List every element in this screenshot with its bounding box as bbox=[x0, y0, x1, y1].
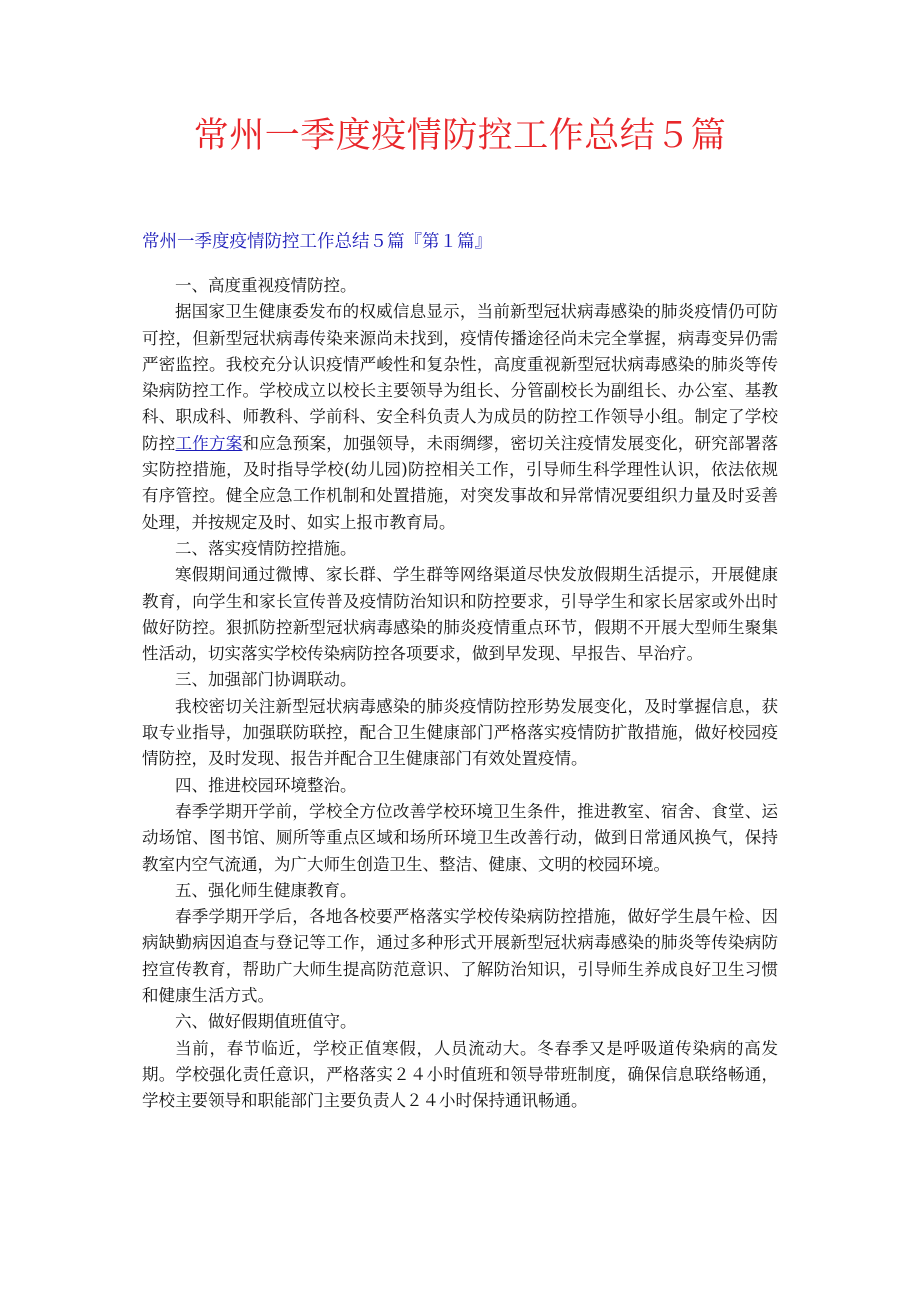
document-title: 常州一季度疫情防控工作总结５篇 bbox=[193, 116, 727, 156]
paragraph-1-text-a: 据国家卫生健康委发布的权威信息显示，当前新型冠状病毒感染的肺炎疫情仍可防可控，但新型冠状病毒传染来源尚未找到，疫情传播途径尚未完全掌握，病毒变异仍需严密监控。我校充分认识疫情严峻性和复杂性，高度重视新型冠状病毒感染的肺炎等传染病防控工作。学校成立以校长主要领导为组长、分管副校长为副组长、办公室、基教科、职成科、师教科、学前科、安全科负责人为成员的防控工作领导小组。制定了学校防控 bbox=[142, 302, 778, 453]
heading-1: 一、高度重视疫情防控。 bbox=[175, 276, 357, 295]
heading-6: 六、做好假期值班值守。 bbox=[175, 1012, 357, 1032]
paragraph-6: 当前，春节临近，学校正值寒假，人员流动大。冬春季又是呼吸道传染病的高发期。学校强化责任意识，严格落实２４小时值班和领导带班制度，确保信息联络畅通，学校主要领导和职能部门主要负责人２４小时保持通讯畅通。 bbox=[142, 1038, 778, 1111]
paragraph-1-text-b: 和应急预案，加强领导，未雨绸缪，密切关注疫情发展变化，研究部署落实防控措施，及时指导学校(幼儿园)防控相关工作，引导师生科学理性认识，依法依规有序管控。健全应急工作机制和处置措施，对突发事故和异常情况要组织力量及时妥善处理，并按规定及时、如实上报市教育局。 bbox=[142, 433, 779, 532]
heading-4: 四、推进校园环境整治。 bbox=[175, 775, 357, 795]
paragraph-4: 春季学期开学前，学校全方位改善学校环境卫生条件，推进教室、宿舍、食堂、运动场馆、图书馆、厕所等重点区域和场所环境卫生改善行动，做到日常通风换气，保持教室内空气流通，为广大师生创造卫生、整洁、健康、文明的校园环境。 bbox=[142, 801, 778, 874]
heading-2: 二、落实疫情防控措施。 bbox=[175, 538, 357, 558]
heading-5: 五、强化师生健康教育。 bbox=[175, 880, 357, 900]
paragraph-5: 春季学期开学后，各地各校要严格落实学校传染病防控措施，做好学生晨午检、因病缺勤病因追查与登记等工作，通过多种形式开展新型冠状病毒感染的肺炎等传染病防控宣传教育，帮助广大师生提高防范意识、了解防治知识，引导师生养成良好卫生习惯和健康生活方式。 bbox=[142, 907, 778, 1006]
heading-3: 三、加强部门协调联动。 bbox=[175, 670, 357, 690]
section-title: 常州一季度疫情防控工作总结５篇『第１篇』 bbox=[142, 232, 492, 252]
paragraph-1 bbox=[142, 299, 778, 536]
paragraph-2: 寒假期间通过微博、家长群、学生群等网络渠道尽快发放假期生活提示，开展健康教育，向学生和家长宣传普及疫情防治知识和防控要求，引导学生和家长居家或外出时做好防控。狠抓防控新型冠状病毒感染的肺炎疫情重点环节，假期不开展大型师生聚集性活动，切实落实学校传染病防控各项要求，做到早发现、早报告、早治疗。 bbox=[142, 565, 778, 664]
paragraph-3: 我校密切关注新型冠状病毒感染的肺炎疫情防控形势发展变化，及时掌握信息，获取专业指导，加强联防联控，配合卫生健康部门严格落实疫情防扩散措施，做好校园疫情防控，及时发现、报告并配合卫生健康部门有效处置疫情。 bbox=[142, 696, 778, 769]
work-plan-link[interactable]: 工作方案 bbox=[175, 433, 243, 453]
document-body bbox=[142, 273, 778, 1115]
